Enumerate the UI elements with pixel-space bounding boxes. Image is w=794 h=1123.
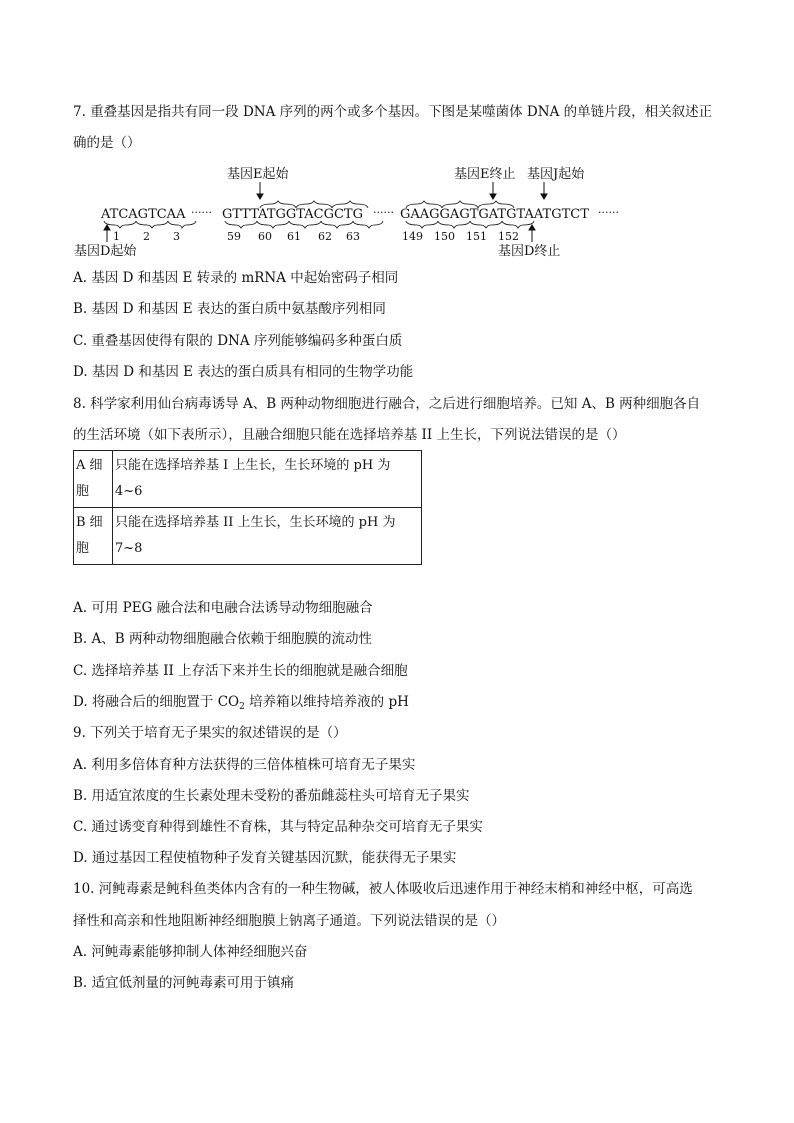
q8-option-d-text-pre: D. 将融合后的细胞置于 CO	[73, 694, 240, 710]
label-gene-e-start: 基因E起始	[227, 167, 289, 182]
cell-name	[74, 451, 113, 508]
sequence-dots-1: ······	[191, 206, 212, 219]
label-gene-e-end: 基因E终止	[454, 167, 516, 182]
q9-option-d: D. 通过基因工程使植物种子发育关键基因沉默，能获得无子果实	[73, 850, 457, 866]
codon-braces-lower	[104, 221, 534, 228]
q8-stem-line2: 的生活环境（如下表所示），且融合细胞只能在选择培养基 II 上生长，下列说法错误的是（）	[73, 427, 626, 443]
sequence-segment-1: ATCAGTCAA	[101, 207, 186, 222]
q8-option-d	[73, 693, 409, 716]
q10-option-b: B. 适宜低剂量的河鲀毒素可用于镇痛	[73, 975, 295, 991]
dna-figure-svg	[70, 158, 630, 260]
cell-description	[113, 451, 422, 508]
q9-option-c: C. 通过诱变育种得到雄性不育株，其与特定品种杂交可培育无子果实	[73, 819, 483, 835]
cell-name-line2: 胞	[76, 484, 90, 499]
codon-number-61: 61	[287, 230, 301, 243]
codon-number-152: 152	[498, 230, 519, 243]
label-gene-j-start: 基因J起始	[527, 167, 585, 182]
q8-option-d-subscript: 2	[239, 702, 245, 712]
q7-option-c: C. 重叠基因使得有限的 DNA 序列能够编码多种蛋白质	[73, 333, 403, 349]
cell-name-line1: A 细	[76, 458, 103, 473]
cell-name-line1: B 细	[76, 515, 103, 530]
sequence-segment-3: GAAGGAGTGATGTAATGTCT	[400, 207, 589, 222]
label-gene-d-end: 基因D终止	[498, 244, 561, 259]
cell-description-line2: 4~6	[115, 484, 143, 499]
cell-description-line1: 只能在选择培养基 II 上生长，生长环境的 pH 为	[115, 515, 396, 530]
dna-sequence-figure	[70, 158, 630, 260]
codon-number-63: 63	[346, 230, 360, 243]
q8-option-d-text-post: 培养箱以维持培养液的 pH	[244, 694, 409, 710]
codon-number-2: 2	[143, 230, 150, 243]
q9-option-b: B. 用适宜浓度的生长素处理未受粉的番茄雌蕊柱头可培育无子果实	[73, 788, 470, 804]
codon-number-62: 62	[318, 230, 332, 243]
q7-option-b: B. 基因 D 和基因 E 表达的蛋白质中氨基酸序列相同	[73, 301, 386, 317]
sequence-dots-3: ······	[598, 206, 619, 219]
q7-option-a: A. 基因 D 和基因 E 转录的 mRNA 中起始密码子相同	[73, 270, 399, 286]
codon-number-1: 1	[113, 230, 120, 243]
q9-stem: 9. 下列关于培育无子果实的叙述错误的是（）	[73, 725, 347, 741]
table-row	[74, 508, 422, 565]
codon-number-150: 150	[434, 230, 455, 243]
q10-stem-line1: 10. 河鲀毒素是鲀科鱼类体内含有的一种生物碱，被人体吸收后迅速作用于神经末梢和神经中枢，可高选	[73, 881, 693, 897]
q8-stem-line1: 8. 科学家利用仙台病毒诱导 A、B 两种动物细胞进行融合，之后进行细胞培养。已知 A、B 两种细胞各自	[73, 396, 701, 412]
cell-description-line1: 只能在选择培养基 I 上生长，生长环境的 pH 为	[115, 458, 391, 473]
cell-name	[74, 508, 113, 565]
cell-name-line2: 胞	[76, 541, 90, 556]
q7-stem-line1: 7. 重叠基因是指共有同一段 DNA 序列的两个或多个基因。下图是某噬菌体 DNA 的单链片段，相关叙述正	[73, 104, 713, 120]
cell-description-line2: 7~8	[115, 541, 143, 556]
q8-option-a: A. 可用 PEG 融合法和电融合法诱导动物细胞融合	[73, 600, 373, 616]
q8-option-c: C. 选择培养基 II 上存活下来并生长的细胞就是融合细胞	[73, 663, 408, 679]
codon-number-151: 151	[466, 230, 487, 243]
codon-number-3: 3	[173, 230, 180, 243]
label-gene-d-start: 基因D起始	[74, 244, 137, 259]
codon-number-60: 60	[258, 230, 272, 243]
q10-option-a: A. 河鲀毒素能够抑制人体神经细胞兴奋	[73, 944, 308, 960]
codon-number-59: 59	[227, 230, 241, 243]
down-arrow-icon	[257, 182, 547, 199]
q9-option-a: A. 利用多倍体育种方法获得的三倍体植株可培育无子果实	[73, 757, 416, 773]
sequence-dots-2: ······	[373, 206, 394, 219]
sequence-segment-2: GTTTATGGTACGCTG	[222, 207, 363, 222]
codon-number-149: 149	[402, 230, 423, 243]
q7-stem-line2: 确的是（）	[73, 135, 141, 151]
cell-environment-table	[73, 450, 422, 565]
q8-option-b: B. A、B 两种动物细胞融合依赖于细胞膜的流动性	[73, 631, 372, 647]
q10-stem-line2: 择性和高亲和性地阻断神经细胞膜上钠离子通道。下列说法错误的是（）	[73, 913, 505, 929]
q7-option-d: D. 基因 D 和基因 E 表达的蛋白质具有相同的生物学功能	[73, 364, 414, 380]
cell-description	[113, 508, 422, 565]
table-row	[74, 451, 422, 508]
